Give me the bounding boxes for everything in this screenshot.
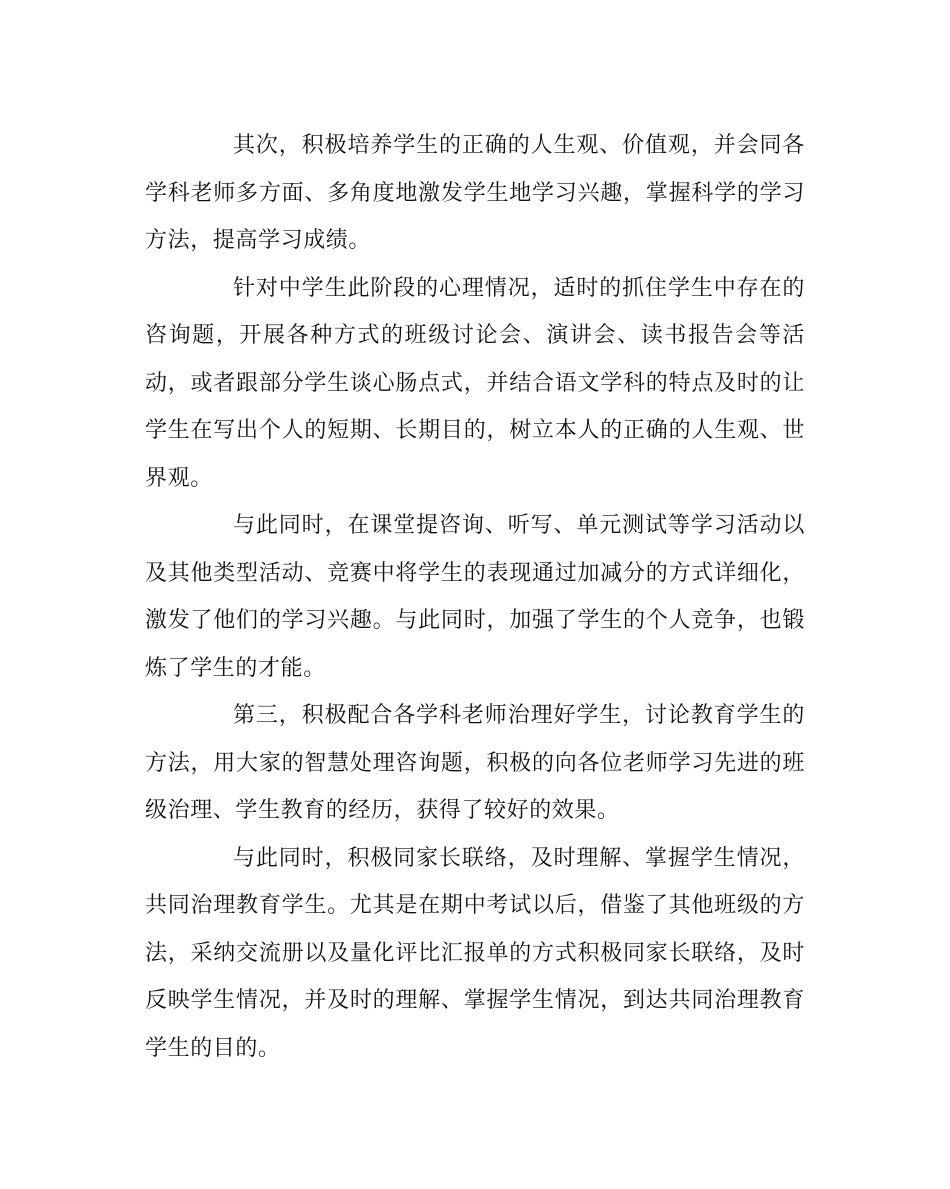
paragraph-3: 与此同时，在课堂提咨询、听写、单元测试等学习活动以及其他类型活动、竞赛中将学生的表现通过加减分的方式详细化，激发了他们的学习兴趣。与此同时，加强了学生的个人竞争，也锻炼了学生的才能。 — [145, 513, 805, 681]
paragraph-5: 与此同时，积极同家长联络，及时理解、掌握学生情况，共同治理教育学生。尤其是在期中考试以后，借鉴了其他班级的方法，采纳交流册以及量化评比汇报单的方式积极同家长联络，及时反映学生情况，并及时的理解、掌握学生情况，到达共同治理教育学生的目的。 — [145, 845, 805, 1061]
paragraph-1: 其次，积极培养学生的正确的人生观、价值观，并会同各学科老师多方面、多角度地激发学生地学习兴趣，掌握科学的学习方法，提高学习成绩。 — [145, 133, 805, 253]
paragraph-2: 针对中学生此阶段的心理情况，适时的抓住学生中存在的咨询题，开展各种方式的班级讨论会、演讲会、读书报告会等活动，或者跟部分学生谈心肠点式，并结合语文学科的特点及时的让学生在写出个人的短期、长期目的，树立本人的正确的人生观、世界观。 — [145, 275, 805, 491]
document-page — [145, 122, 805, 1072]
paragraph-4: 第三，积极配合各学科老师治理好学生，讨论教育学生的方法，用大家的智慧处理咨询题，积极的向各位老师学习先进的班级治理、学生教育的经历，获得了较好的效果。 — [145, 703, 805, 823]
